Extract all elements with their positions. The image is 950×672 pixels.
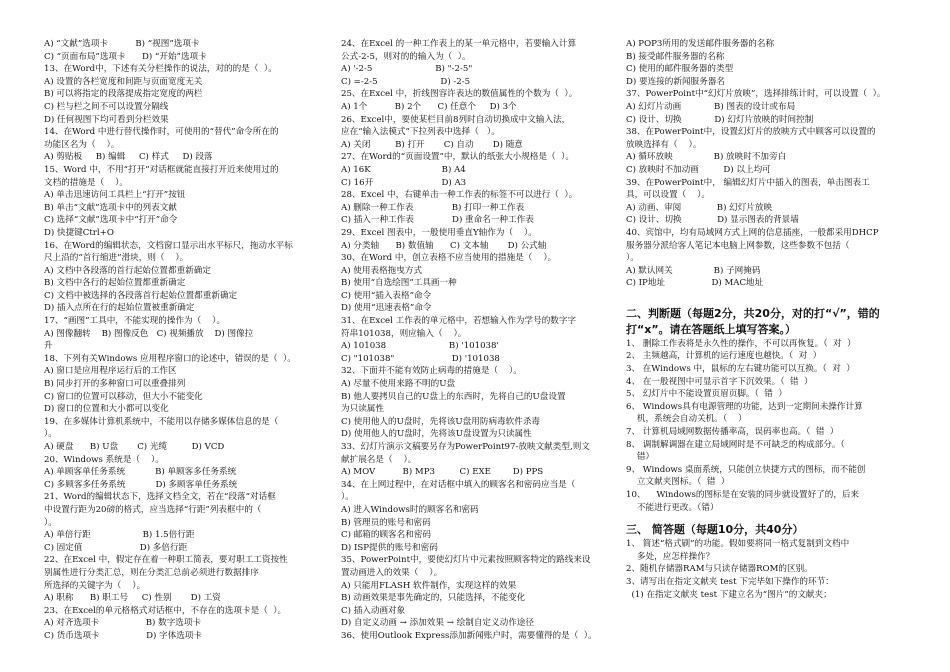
text-line: 功能区名为（ ）。 xyxy=(44,139,120,150)
section-true-false-title-line2: 打“x”。请在答题纸上填写答案。） xyxy=(626,322,797,336)
text-line: 多处，应怎样操作？ xyxy=(626,551,715,562)
text-line: 33、幻灯片演示文稿要另存为PowerPoint97-放映文献类型,则文 xyxy=(341,442,590,452)
text-line: 服务器分派给客人笔记本电脑上网参数，这些参数不包括（ xyxy=(626,240,850,251)
true-false-items xyxy=(626,338,915,514)
text-line: C) 使用的邮件服务器的类型 xyxy=(626,64,734,75)
text-line: C) "101038" D) '101038 xyxy=(341,353,500,364)
text-line: 机，系统会自动关机。（ ） xyxy=(626,414,747,425)
text-line: 24、在Excel 的一种工作表上的某一单元格中，若要输入计算 xyxy=(341,39,577,49)
text-line: D) 要连接的新闻服务器名 xyxy=(626,76,725,87)
text-line: D) 自定义动画 → 添加效果 → 绘制自定义动作途径 xyxy=(341,618,534,629)
text-line: 16、在Word的编辑状态，文档窗口显示出水平标尺，拖动水平标 xyxy=(44,240,293,251)
text-line: 为只读属性 xyxy=(341,404,384,415)
text-line: 39、在PowerPoint中， 编辑幻灯片中插入的图表，单击图表工 xyxy=(626,177,870,188)
text-line: A) 职称 B) 职工号 C) 性别 D) 工资 xyxy=(44,593,221,604)
text-line: D) 使用“迅速表格”命令 xyxy=(341,303,432,314)
text-line: 文档的措施是（ ）。 xyxy=(44,177,128,188)
text-line: 1、 简述“格式刷”的功能。假如要将同一格式复制到文档中 xyxy=(626,539,850,550)
text-line: A) 101038 B) '101038' xyxy=(341,341,499,352)
text-line: C) 使用他人的U盘时，先将该U盘用防病毒软件杀毒 xyxy=(341,416,541,427)
text-line: C) 货币选项卡 D) 字体选项卡 xyxy=(44,630,203,641)
text-line: 1、 删除工作表将是永久性的操作，不可以再恢复。（ 对 ） xyxy=(626,338,856,349)
text-line: D) 快捷键Ctrl+O xyxy=(44,227,114,238)
text-line: 8、 调制解调器在建立局域网时是不可缺乏的构成部分。（ xyxy=(626,439,845,450)
section-true-false-title-line1: 二、判断题（每题2分，共20分，对的打“√”，错的 xyxy=(626,306,880,320)
text-line: A) 16K B) A4 xyxy=(341,164,466,175)
text-line: 38、在PowerPoint中，设置幻灯片的放映方式中顾客可以设置的 xyxy=(626,127,876,138)
text-line: 28、Excel 中，右键单击一种工作表的标签不可以进行（ ）。 xyxy=(341,190,578,201)
text-line: C) IP地址 D) MAC地址 xyxy=(626,278,764,289)
text-line: 不能进行更改。（错） xyxy=(626,502,719,513)
text-line: D) 窗口的位置和大小都可以变化 xyxy=(44,404,169,415)
text-line: 立文献夹图标。（ 错 ） xyxy=(626,477,730,488)
text-line: C) 设计、切换 D) 幻灯片放映的时间控制 xyxy=(626,114,814,125)
text-line: 献扩展名是（ ）。 xyxy=(341,454,417,465)
text-line: 35、PowerPoint中，要使幻灯片中元素按照顾客特定的路线来设 xyxy=(341,555,591,566)
text-line: C) 选择“文献”选项卡中“打开”命令 xyxy=(44,215,178,226)
text-line: 所选择的关键字为（ ）。 xyxy=(44,580,146,591)
text-line: 31、在Excel 工作表的单元格中，若想输入作为学号的数字字 xyxy=(341,316,577,327)
text-line: 应在“输入法模式”下拉列表中选择（ ）。 xyxy=(341,127,500,138)
text-line: A) 窗口是应用程序运行后的工作区 xyxy=(44,366,177,377)
text-line: 29、Excel 图表中，一般使用垂直Y轴作为（ ）。 xyxy=(341,227,537,238)
text-line: 26、Excel中，要使某栏目前8列时自动切换成中文输入法， xyxy=(341,114,571,125)
text-line: C) 多顾客多任务系统 D) 多顾客单任务系统 xyxy=(44,479,238,490)
text-line: B) 可以将指定的段落提成指定宽度的两栏 xyxy=(44,89,203,100)
text-line: C) 文档中被选择的各段落首行起始位置都重新确定 xyxy=(44,290,238,301)
text-line: 2、 主频越高，计算机的运行速度也越快。（ 对 ） xyxy=(626,351,822,362)
text-line: 符串101038，则应输入（ ）。 xyxy=(341,328,467,339)
text-line: 19、在多媒体计算机系统中，不能用以存储多媒体信息的是（ xyxy=(44,416,279,427)
text-line: C) 固定值 D) 多倍行距 xyxy=(44,542,188,553)
text-line: C) 邮箱的顾客名和密码 xyxy=(341,530,432,541)
text-line: 22、在Excel 中，假定存在着一种职工简表，要对职工工资按性 xyxy=(44,555,288,566)
text-line: ）。 xyxy=(44,429,57,440)
column-left xyxy=(44,38,326,643)
text-line: A) 进入Windows时的顾客名和密码 xyxy=(341,504,479,515)
text-line: C) 16开 D) A3 xyxy=(341,177,467,188)
text-line: 30、在Word 中，创立表格不应当使用的措施是（ ）。 xyxy=(341,253,557,264)
text-line: A) 单击迅速访问工具栏上“打开”按钮 xyxy=(44,190,186,201)
text-line: A) 删除一种工作表 B) 打印一种工作表 xyxy=(341,202,525,213)
text-line: C) “页面布局”选项卡 D) “开始”选项卡 xyxy=(44,51,207,62)
text-line: A) 1个 B) 2个 C) 任意个 D) 3个 xyxy=(341,101,517,112)
text-line: D) 插入点所在行的起始位置被重新确定 xyxy=(44,303,195,314)
text-line: B) 动画效果是事先确定的，只能选择，不能变化 xyxy=(341,593,526,604)
text-line: 3、请写出在指定文献夹 test 下完毕如下操作的环节： xyxy=(626,576,834,587)
text-line: C) 放映时不加动画 D) 以上均可 xyxy=(626,164,771,175)
text-line: D) ISP提供的账号和密码 xyxy=(341,542,438,553)
text-line: 17、“画图”工具中，不能实现的操作为（ ）。 xyxy=(44,316,226,327)
short-answer-items xyxy=(626,538,915,601)
text-line: A) 尽量不使用来路不明的U盘 xyxy=(341,379,456,390)
text-line: A) 单倍行距 B) 1.5倍行距 xyxy=(44,530,195,541)
text-line: 中设置行距为20磅的格式，应当选择“行距”列表框中的（ xyxy=(44,504,262,515)
text-line: A) 只能用FLASH 软件制作，实现这样的效果 xyxy=(341,580,517,591)
text-line: A) POP3所用的发送邮件服务器的名称 xyxy=(626,39,775,49)
text-line: 升 xyxy=(44,341,53,352)
text-line: D) 使用他人的U盘时，先将该U盘设置为只读属性 xyxy=(341,429,532,440)
text-line: A) “文献”选项卡 B) “视图”选项卡 xyxy=(44,39,200,49)
text-line: 9、 Windows 桌面系统，只能创立快捷方式的图标，而不能创 xyxy=(626,464,866,475)
text-line: A) '-2-5 B) "-2-5" xyxy=(341,64,473,75)
section-short-answer-title: 三、 简答题（每题10分，共40分） xyxy=(626,523,804,537)
text-line: 21、Word的编辑状态下，选择文档全文，若在“段落”对话框 xyxy=(44,492,276,503)
text-line: 23、在Excel的单元格格式对话框中，不存在的选项卡是（ ）。 xyxy=(44,605,287,616)
text-line: B) 同步打开的多种窗口可以重叠排列 xyxy=(44,379,186,390)
text-line: 3、 在Windows 中，鼠标的左右键功能可以互换。（ 对 ） xyxy=(626,364,855,375)
text-line: 置动画进入的效果（ ）。 xyxy=(341,567,443,578)
text-line: 18、下列有关Windows 应用程序窗口的论述中，错误的是（ ）。 xyxy=(44,353,296,364)
text-line: 4、 在一般视图中可显示首字下沉效果。（ 错 ） xyxy=(626,376,813,387)
text-line: (1) 在指定文献夹 test 下建立名为“图片”的文献夹； xyxy=(626,589,832,600)
text-line: C) 栏与栏之间不可以设置分隔线 xyxy=(44,101,169,112)
text-line: A) 分类轴 B) 数值轴 C) 文本轴 D) 公式轴 xyxy=(341,240,547,251)
text-line: 2、随机存储器RAM与只读存储器ROM的区别。 xyxy=(626,564,813,575)
text-line: 27、在Word的“页面设置”中，默认的纸张大小规格是（ ）。 xyxy=(341,152,574,163)
text-line: A) 剪贴板 B) 编辑 C) 样式 D) 段落 xyxy=(44,152,213,163)
text-line: C) 窗口的位置可以移动，但大小不能变化 xyxy=(44,391,203,402)
text-line: 13、在Word中，下述有关分栏操作的说法，对的的是（ ）。 xyxy=(44,64,277,75)
text-line: 5、 幻灯片中不能设置页眉页脚。（ 错 ） xyxy=(626,389,787,400)
text-line: 37、PowerPoint中“幻灯片放映”，选择排练计时，可以设置（ ）。 xyxy=(626,89,886,100)
text-line: 别属性进行分类汇总，则在分类汇总前必须进行数据排序 xyxy=(44,567,259,578)
text-line: C) 设计、切换 D) 显示图表的背景墙 xyxy=(626,215,799,226)
text-line: 具，可以设置（ ）。 xyxy=(626,190,710,201)
text-line: C) 插入一种工作表 D) 重命名一种工作表 xyxy=(341,215,534,226)
text-line: ）。 xyxy=(626,253,639,264)
text-line: B) 他人要拷贝自己的U盘上的东西时，先将自己的U盘设置 xyxy=(341,391,566,402)
text-line: D) 任何视图下均可看到分栏效果 xyxy=(44,114,169,125)
text-line: B) 接受邮件服务器的名称 xyxy=(626,51,725,62)
text-line: 20、Windows 系统是（ ）。 xyxy=(44,454,164,465)
questions-37-40 xyxy=(626,38,915,290)
text-line: ）。 xyxy=(44,517,57,528)
text-line: 6、 Windows具有电源管理的功能，达到一定期间未操作计算 xyxy=(626,401,863,412)
text-line: A) 动画、审阅 B) 幻灯片放映 xyxy=(626,202,773,213)
text-line: 错） xyxy=(626,452,655,463)
text-line: 25、在Excel 中，折线图容许表达的数值属性的个数为（ ）。 xyxy=(341,89,578,100)
text-line: 7、 计算机局域网数据传播率高，误码率也高。（ 错 ） xyxy=(626,427,839,438)
text-line: A) 幻灯片动画 B) 图表的设计或布局 xyxy=(626,101,796,112)
text-line: A) 硬盘 B) U盘 C) 光缆 D) VCD xyxy=(44,442,225,452)
text-line: 放映选择有（ ）。 xyxy=(626,139,702,150)
text-line: A) 默认网关 B) 子网掩码 xyxy=(626,265,761,276)
text-line: 15、Word 中，不用“打开”对话框就能直接打开近来使用过的 xyxy=(44,164,279,175)
text-line: 34、在上网过程中，在对话框中填入的顾客名和密码应当是（ xyxy=(341,479,576,490)
text-line: A) 关闭 B) 打开 C) 自动 D) 随意 xyxy=(341,139,523,150)
text-line: C) =-2-5 D) -2-5 xyxy=(341,76,471,87)
text-line: 40、宾馆中，均有局域网方式上网的信息插座，一般都采用DHCP xyxy=(626,227,879,238)
text-line: 尺上沿的“首行缩进”滑块，则（ ）。 xyxy=(44,253,189,264)
text-line: A) 使用表格拖曳方式 xyxy=(341,265,423,276)
text-line: A) 循环放映 B) 放映时不加旁白 xyxy=(626,152,787,163)
text-line: ）。 xyxy=(341,492,354,503)
text-line: C) 插入动画对象 xyxy=(341,605,406,616)
text-line: 36、使用Outlook Express添加新闻账户时，需要懂得的是（ ）。 xyxy=(341,630,597,641)
text-line: 14、在Word 中进行替代操作时，可使用的“替代”命令所在的 xyxy=(44,127,279,138)
text-line: A) MOV B) MP3 C) EXE D) PPS xyxy=(341,467,544,478)
text-line: C) 使用“插入表格”命令 xyxy=(341,290,432,301)
text-line: B) 文档中各行的起始位置都重新确定 xyxy=(44,278,186,289)
column-middle xyxy=(341,38,622,643)
text-line: A) 单顾客单任务系统 B) 单顾客多任务系统 xyxy=(44,467,237,478)
text-line: A) 设置的各栏宽度和间距与页面宽度无关 xyxy=(44,76,203,87)
text-line: 公式-2-5，则对的的输入为（ ）。 xyxy=(341,51,471,62)
text-line: B) 使用“自选绘图”工具画一种 xyxy=(341,278,457,289)
text-line: A) 对齐选项卡 B) 数字选项卡 xyxy=(44,618,202,629)
text-line: B) 管理员的账号和密码 xyxy=(341,517,431,528)
text-line: A) 文档中各段落的首行起始位置都重新确定 xyxy=(44,265,211,276)
text-line: 10、 Windows的图标是在安装的同步就设置好了的，后来 xyxy=(626,490,860,500)
text-line: 32、下面并不能有效防止病毒的措施是（ ）。 xyxy=(341,366,522,377)
text-line: B) 单击“文献”选项卡中的列表文献 xyxy=(44,202,177,213)
column-right xyxy=(626,38,915,601)
text-line: A) 图像翻转 B) 图像反色 C) 视频播放 D) 图像拉 xyxy=(44,328,254,339)
